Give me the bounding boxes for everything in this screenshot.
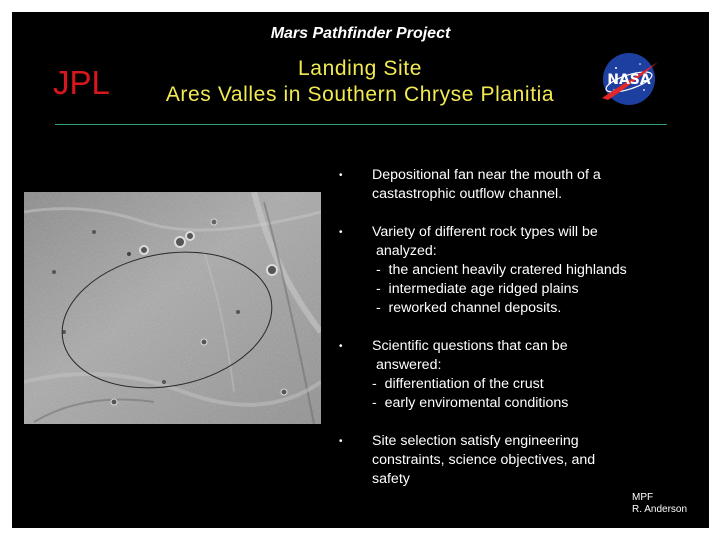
bullet-item xyxy=(339,337,699,413)
title-line-2: Ares Valles in Southern Chryse Planitia xyxy=(165,83,555,106)
bullet-line: - the ancient heavily cratered highlands xyxy=(372,262,627,278)
bullet-line: Scientific questions that can be xyxy=(372,338,568,354)
bullet-marker: • xyxy=(339,227,343,238)
bullet-line: analyzed: xyxy=(372,243,437,259)
bullet-item xyxy=(339,432,699,489)
bullet-marker: • xyxy=(339,170,343,181)
bullet-line: answered: xyxy=(372,357,442,373)
credit-line-2: R. Anderson xyxy=(632,504,688,515)
nasa-logo-text: NASA xyxy=(607,72,651,88)
bullet-item xyxy=(339,223,699,318)
slide-title xyxy=(118,56,602,108)
bullet-line: - early enviromental conditions xyxy=(372,395,569,411)
title-divider xyxy=(55,124,667,125)
bullet-marker: • xyxy=(339,341,343,352)
bullet-line: Variety of different rock types will be xyxy=(372,224,598,240)
bullet-line: constraints, science objectives, and xyxy=(372,452,596,468)
landing-site-image xyxy=(24,192,321,424)
nasa-logo xyxy=(596,46,662,112)
bullet-line: safety xyxy=(372,471,410,487)
bullet-marker: • xyxy=(339,436,343,447)
bullet-line: - differentiation of the crust xyxy=(372,376,544,392)
jpl-logo: JPL xyxy=(53,64,110,101)
credit-line-1: MPF xyxy=(632,492,654,503)
bullet-list xyxy=(339,166,699,508)
bullet-item xyxy=(339,166,699,204)
slide xyxy=(12,12,709,528)
bullet-line: Depositional fan near the mouth of a xyxy=(372,167,601,183)
bullet-line: - intermediate age ridged plains xyxy=(372,281,579,297)
bullet-line: Site selection satisfy engineering xyxy=(372,433,579,449)
title-line-1: Landing Site xyxy=(298,57,422,80)
project-title: Mars Pathfinder Project xyxy=(270,25,451,42)
bullet-line: - reworked channel deposits. xyxy=(372,300,562,316)
bullet-line: castastrophic outflow channel. xyxy=(372,186,563,202)
credit xyxy=(632,492,687,516)
